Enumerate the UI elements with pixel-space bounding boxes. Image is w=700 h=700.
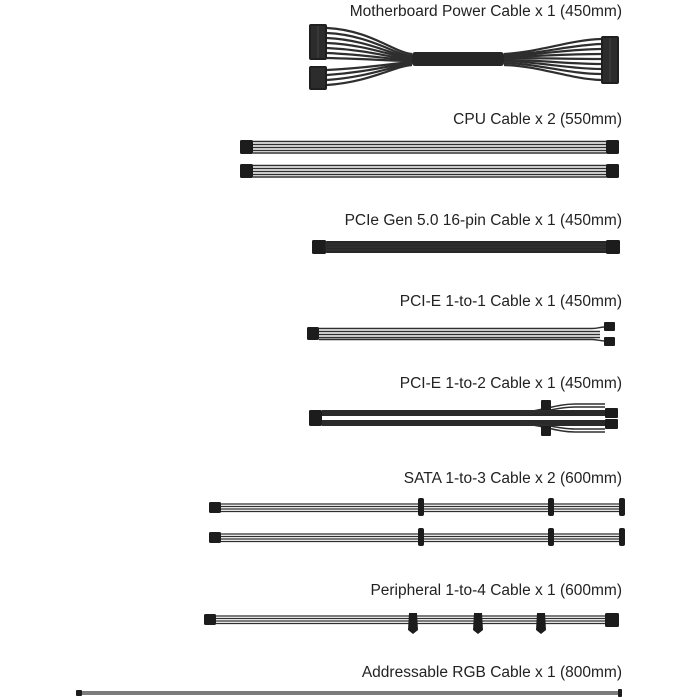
cable-label-sata: SATA 1-to-3 Cable x 2 (600mm) bbox=[403, 470, 622, 487]
cable-label-pcie-gen5: PCIe Gen 5.0 16-pin Cable x 1 (450mm) bbox=[344, 212, 622, 229]
cable-label-pcie-1to1: PCI-E 1-to-1 Cable x 1 (450mm) bbox=[399, 293, 622, 310]
peripheral-cable-illustration bbox=[204, 613, 619, 634]
motherboard-power-cable-illustration bbox=[309, 24, 619, 90]
pcie-gen5-cable-illustration bbox=[312, 240, 620, 254]
cable-label-pcie-1to2: PCI-E 1-to-2 Cable x 1 (450mm) bbox=[399, 375, 622, 392]
pcie-1to1-cable-illustration bbox=[307, 322, 615, 346]
pcie-1to2-cable-illustration bbox=[309, 400, 618, 436]
cpu-cable-illustration bbox=[240, 140, 619, 178]
cable-label-peripheral: Peripheral 1-to-4 Cable x 1 (600mm) bbox=[370, 582, 622, 599]
sata-cable-illustration bbox=[209, 498, 625, 546]
argb-cable-illustration bbox=[76, 689, 622, 697]
cable-label-motherboard: Motherboard Power Cable x 1 (450mm) bbox=[349, 3, 622, 20]
cable-label-cpu: CPU Cable x 2 (550mm) bbox=[453, 111, 622, 128]
cable-label-argb: Addressable RGB Cable x 1 (800mm) bbox=[361, 664, 622, 681]
